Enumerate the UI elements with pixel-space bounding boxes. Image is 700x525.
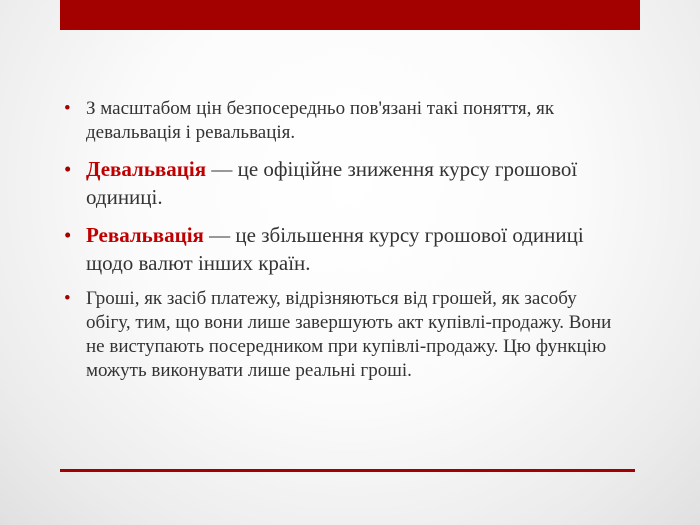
bullet-text: — це збільшення курсу грошової одиниці щодо валют інших країн. (86, 223, 584, 275)
bullet-text: — це офіційне зниження курсу грошової одиниці. (86, 157, 578, 209)
bullet-marker-icon: • (64, 98, 71, 119)
bullet-text: З масштабом цін безпосередньо пов'язані такі поняття, як девальвація і ревальвація. (86, 98, 555, 143)
slide-body (64, 97, 624, 393)
bullet-text: Гроші, як засіб платежу, відрізняються від грошей, як засобу обігу, тим, що вони лише завершують акт купівлі-продажу. Вони не виступають посередником при купівлі-продажу. Цю функцію можуть виконувати лише реальні гроші. (86, 288, 612, 381)
header-accent-bar (60, 0, 640, 30)
bullet-marker-icon: • (64, 157, 72, 181)
footer-divider (60, 469, 635, 472)
bullet-item-revaluation (64, 221, 624, 277)
bullet-item-payment-means (64, 287, 624, 383)
bullet-list (64, 97, 624, 383)
term-devaluation: Девальвація (86, 157, 207, 181)
bullet-marker-icon: • (64, 288, 71, 309)
bullet-item-intro (64, 97, 624, 145)
bullet-item-devaluation (64, 155, 624, 211)
bullet-marker-icon: • (64, 223, 72, 247)
term-revaluation: Ревальвація (86, 223, 204, 247)
